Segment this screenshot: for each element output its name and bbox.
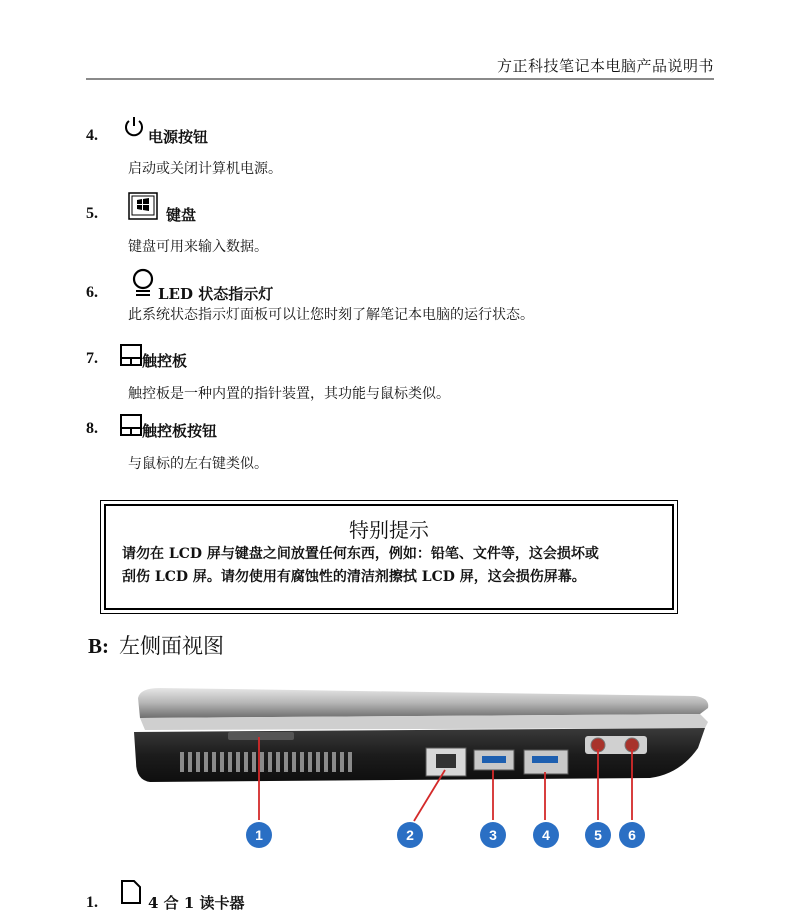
item-number: 1.: [86, 894, 98, 911]
callout-line-2: [414, 770, 445, 821]
callout-6: 6: [619, 822, 645, 848]
item-title: 触控板: [142, 352, 188, 370]
item-number: 5.: [86, 205, 98, 222]
item-number: 8.: [86, 420, 98, 437]
callout-1: 1: [246, 822, 272, 848]
item-number: 7.: [86, 350, 98, 367]
item-number: 4.: [86, 127, 98, 144]
item-description: 启动或关闭计算机电源。: [128, 161, 282, 177]
callout-4: 4: [533, 822, 559, 848]
tip-title: 特别提示: [349, 518, 429, 542]
tip-text-line-1: 请勿在 LCD 屏与键盘之间放置任何东西，例如：铅笔、文件等，这会损坏或: [122, 546, 599, 562]
section-title: 左侧面视图: [119, 634, 224, 658]
page-header: 方正科技笔记本电脑产品说明书: [496, 57, 714, 75]
callout-3: 3: [480, 822, 506, 848]
tip-text-line-2: 刮伤 LCD 屏。请勿使用有腐蚀性的清洁剂擦拭 LCD 屏，这会损伤屏幕。: [122, 569, 586, 585]
card-reader-icon: [120, 878, 142, 909]
item-title: 键盘: [166, 206, 197, 224]
item-title: LED 状态指示灯: [158, 285, 274, 303]
item-description: 与鼠标的左右键类似。: [128, 456, 268, 472]
item-description: 此系统状态指示灯面板可以让您时刻了解笔记本电脑的运行状态。: [128, 307, 534, 323]
item-title: 4 合 1 读卡器: [148, 894, 245, 912]
item-number: 6.: [86, 284, 98, 301]
item-description: 键盘可用来输入数据。: [128, 239, 268, 255]
item-title: 触控板按钮: [142, 422, 218, 440]
section-label: B:: [88, 634, 109, 658]
callout-2: 2: [397, 822, 423, 848]
callout-5: 5: [585, 822, 611, 848]
item-description: 触控板是一种内置的指针装置，其功能与鼠标类似。: [128, 386, 450, 402]
item-title: 电源按钮: [148, 128, 209, 146]
